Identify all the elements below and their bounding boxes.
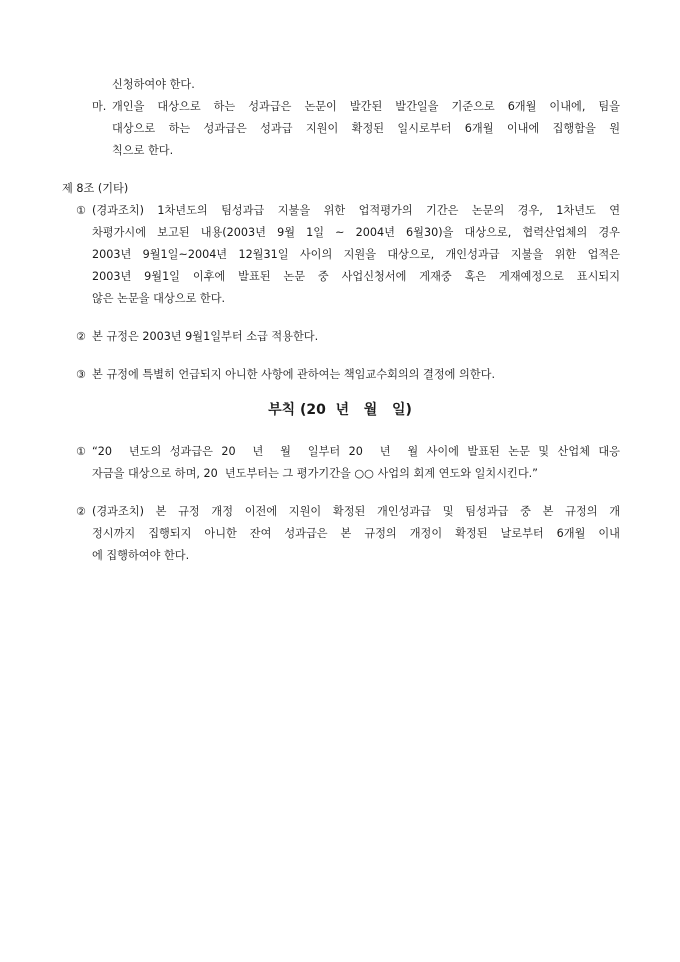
supplement-title: 부칙 (20 년 월 일): [268, 402, 412, 418]
item-ma-line-3: 칙으로 한다.: [112, 144, 174, 157]
article8-item2-line-1: 본 규정은 2003년 9월1일부터 소급 적용한다.: [92, 330, 319, 343]
supplement-item2-marker: ②: [76, 505, 86, 518]
article8-item1-line-1: (경과조치) 1차년도의 팀성과급 지불을 위한 업적평가의 기간은 논문의 경우, 1차년도 연: [92, 204, 620, 217]
article8-item1-line-5: 않은 논문을 대상으로 한다.: [92, 292, 226, 305]
supplement-item1-line-1: “20 년도의 성과급은 20 년 월 일부터 20 년 월 사이에 발표된 논문 및 산업체 대응: [92, 445, 620, 458]
item-ma-line-1: 개인을 대상으로 하는 성과급은 논문이 발간된 발간일을 기준으로 6개월 이내에, 팀을: [112, 100, 620, 113]
article8-title: 제 8조 (기타): [62, 182, 129, 195]
supplement-item2-line-3: 에 집행하여야 한다.: [92, 549, 190, 562]
supplement-item1-line-2: 자금을 대상으로 하며, 20 년도부터는 그 평가기간을 ○○ 사업의 회계 연도와 일치시킨다.”: [92, 467, 538, 480]
article8-item1-line-3: 2003년 9월1일~2004년 12월31일 사이의 지원을 대상으로, 개인성과급 지불을 위한 업적은: [92, 248, 620, 261]
article8-item1-marker: ①: [76, 204, 86, 217]
article8-item1-line-4: 2003년 9월1일 이후에 발표된 논문 중 사업신청서에 게재중 혹은 게재예정으로 표시되지: [92, 270, 620, 283]
supplement-item2-line-1: (경과조치) 본 규정 개정 이전에 지원이 확정된 개인성과급 및 팀성과급 중 본 규정의 개: [92, 505, 620, 518]
article8-item3-marker: ③: [76, 368, 86, 381]
supplement-item1-marker: ①: [76, 445, 86, 458]
prev-item-tail: 신청하여야 한다.: [112, 78, 195, 91]
article8-item2-marker: ②: [76, 330, 86, 343]
supplement-item2-line-2: 정시까지 집행되지 아니한 잔여 성과급은 본 규정의 개정이 확정된 날로부터 6개월 이내: [92, 527, 620, 540]
article8-item3-line-1: 본 규정에 특별히 언급되지 아니한 사항에 관하여는 책임교수회의의 결정에 의한다.: [92, 368, 496, 381]
item-ma-marker: 마.: [92, 100, 107, 113]
item-ma-line-2: 대상으로 하는 성과급은 성과급 지원이 확정된 일시로부터 6개월 이내에 집행함을 원: [112, 122, 620, 135]
article8-item1-line-2: 차평가시에 보고된 내용(2003년 9월 1일 ~ 2004년 6월30)을 대상으로, 협력산업체의 경우: [92, 226, 620, 239]
